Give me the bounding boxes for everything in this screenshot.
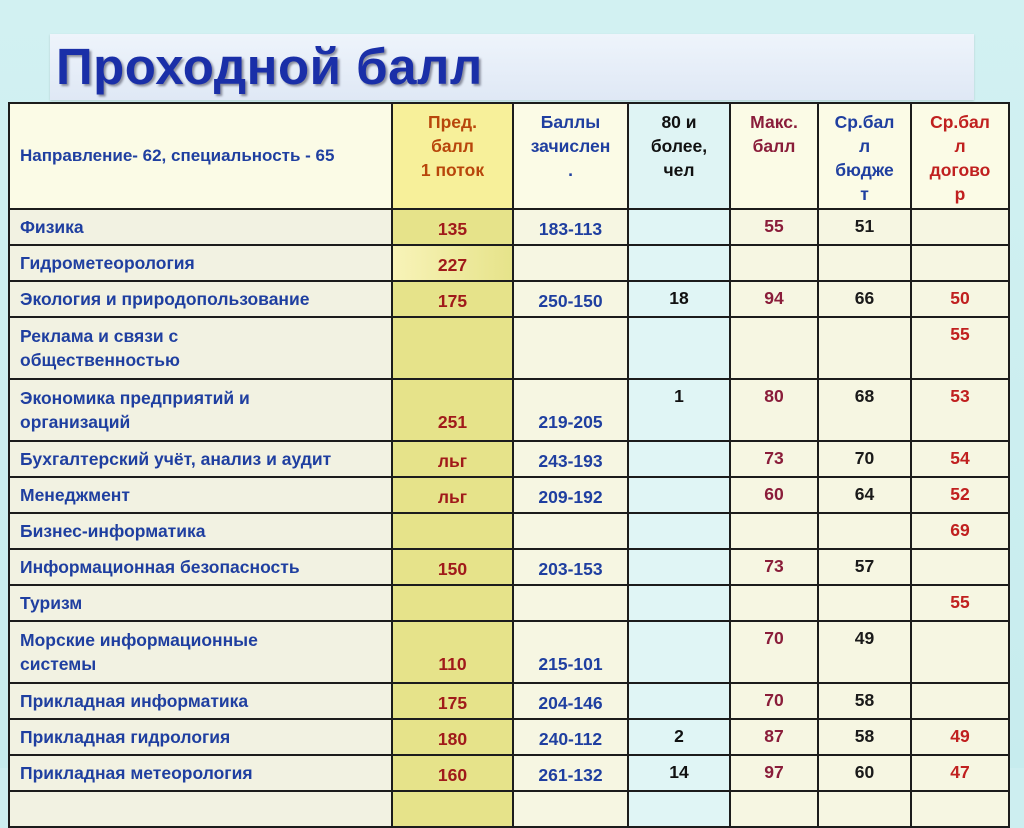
cell-name: Бизнес-информатика (9, 513, 392, 549)
cell-avg: 70 (818, 441, 911, 477)
cell-eighty (628, 683, 730, 719)
cell-pred (392, 317, 513, 379)
cell-name: Менеджмент (9, 477, 392, 513)
cell-max: 73 (730, 441, 818, 477)
table-row (9, 379, 1009, 441)
cell-name: Физика (9, 209, 392, 245)
cell-avg: 68 (818, 379, 911, 441)
cell-contract (911, 209, 1009, 245)
cell-contract (911, 245, 1009, 281)
cell-eighty (628, 441, 730, 477)
cell-name (9, 791, 392, 827)
table-row (9, 317, 1009, 379)
cell-avg (818, 245, 911, 281)
cell-eighty: 14 (628, 755, 730, 791)
table-row (9, 281, 1009, 317)
cell-name: Информационная безопасность (9, 549, 392, 585)
header-avg-line4: т (860, 184, 869, 204)
table-row (9, 621, 1009, 683)
cell-max: 70 (730, 621, 818, 683)
cell-name: Прикладная гидрология (9, 719, 392, 755)
header-eighty-line2: более, (650, 136, 708, 156)
cell-ball: 203-153 (513, 549, 628, 585)
cell-ball (513, 317, 628, 379)
cell-avg: 51 (818, 209, 911, 245)
cell-ball: 219-205 (513, 379, 628, 441)
cell-eighty (628, 317, 730, 379)
cell-pred: 135 (392, 209, 513, 245)
cell-pred: 175 (392, 683, 513, 719)
cell-contract: 69 (911, 513, 1009, 549)
cell-max: 73 (730, 549, 818, 585)
cell-ball: 261-132 (513, 755, 628, 791)
cell-eighty (628, 209, 730, 245)
cell-pred: 227 (392, 245, 513, 281)
cell-name: Туризм (9, 585, 392, 621)
cell-eighty (628, 791, 730, 827)
cell-avg (818, 317, 911, 379)
cell-ball (513, 513, 628, 549)
cell-ball: 250-150 (513, 281, 628, 317)
cell-name: Экология и природопользование (9, 281, 392, 317)
cell-contract: 55 (911, 317, 1009, 379)
table-row (9, 719, 1009, 755)
header-avg-line3: бюдже (835, 160, 894, 180)
cell-max: 70 (730, 683, 818, 719)
cell-name: Бухгалтерский учёт, анализ и аудит (9, 441, 392, 477)
header-direction-text: Направление- 62, специальность - 65 (20, 146, 335, 165)
table-row-partial (9, 791, 1009, 827)
cell-avg: 64 (818, 477, 911, 513)
cell-contract (911, 549, 1009, 585)
header-contract-line1: Ср.бал (930, 112, 990, 132)
cell-name-line2: системы (20, 654, 97, 674)
header-direction (9, 103, 392, 209)
cell-ball (513, 585, 628, 621)
table-row (9, 585, 1009, 621)
cell-avg (818, 513, 911, 549)
cell-avg: 58 (818, 683, 911, 719)
cell-eighty: 18 (628, 281, 730, 317)
header-avg-line1: Ср.бал (834, 112, 895, 132)
cell-name-line2: общественностью (20, 350, 180, 370)
cell-ball: 204-146 (513, 683, 628, 719)
cell-max (730, 585, 818, 621)
cell-eighty (628, 513, 730, 549)
cell-eighty (628, 549, 730, 585)
cell-ball: 209-192 (513, 477, 628, 513)
cell-eighty (628, 621, 730, 683)
cell-name: Прикладная метеорология (9, 755, 392, 791)
header-max-line2: балл (752, 136, 796, 156)
cell-contract: 47 (911, 755, 1009, 791)
header-eighty-line3: чел (663, 160, 695, 180)
table-row (9, 683, 1009, 719)
cell-max (730, 245, 818, 281)
cell-pred: 110 (392, 621, 513, 683)
header-pred-line3: 1 поток (420, 160, 485, 180)
cell-pred (392, 791, 513, 827)
cell-ball (513, 245, 628, 281)
header-contract-line2: л (954, 136, 966, 156)
cell-name-line1: Реклама и связи с (20, 326, 179, 346)
cell-ball: 243-193 (513, 441, 628, 477)
header-eighty (628, 103, 730, 209)
cell-avg: 57 (818, 549, 911, 585)
cell-pred: 160 (392, 755, 513, 791)
cell-avg: 60 (818, 755, 911, 791)
cell-max: 94 (730, 281, 818, 317)
cell-contract: 49 (911, 719, 1009, 755)
header-max (730, 103, 818, 209)
cell-avg (818, 585, 911, 621)
cell-max: 60 (730, 477, 818, 513)
cell-max (730, 791, 818, 827)
cell-ball: 215-101 (513, 621, 628, 683)
header-eighty-line1: 80 и (661, 112, 697, 132)
header-contract-line3: догово (929, 160, 991, 180)
cell-max: 87 (730, 719, 818, 755)
table-row (9, 209, 1009, 245)
header-contract (911, 103, 1009, 209)
header-pred-line2: балл (431, 136, 474, 156)
cell-contract: 54 (911, 441, 1009, 477)
cell-name: Прикладная информатика (9, 683, 392, 719)
cell-name-line2: организаций (20, 412, 131, 432)
cell-ball: 183-113 (513, 209, 628, 245)
header-ball-line2: зачислен (530, 136, 611, 156)
header-contract-line4: р (954, 184, 966, 204)
cell-name: Гидрометеорология (9, 245, 392, 281)
cell-pred: 175 (392, 281, 513, 317)
cell-name (9, 317, 392, 379)
cell-pred: льг (392, 441, 513, 477)
cell-eighty (628, 585, 730, 621)
table-row (9, 441, 1009, 477)
cell-name (9, 379, 392, 441)
cell-contract: 55 (911, 585, 1009, 621)
passing-score-table (8, 102, 1010, 828)
cell-contract (911, 683, 1009, 719)
table-row (9, 755, 1009, 791)
table-row (9, 245, 1009, 281)
cell-eighty (628, 245, 730, 281)
header-row (9, 103, 1009, 209)
cell-name-line1: Экономика предприятий и (20, 388, 250, 408)
cell-avg: 58 (818, 719, 911, 755)
cell-contract: 52 (911, 477, 1009, 513)
cell-contract (911, 791, 1009, 827)
cell-max (730, 317, 818, 379)
cell-max: 55 (730, 209, 818, 245)
header-avg-line2: л (858, 136, 871, 156)
header-avg (818, 103, 911, 209)
table-row (9, 549, 1009, 585)
cell-pred: 180 (392, 719, 513, 755)
page-title: Проходной балл (56, 38, 483, 95)
table-row (9, 513, 1009, 549)
cell-pred (392, 513, 513, 549)
cell-contract (911, 621, 1009, 683)
cell-avg: 49 (818, 621, 911, 683)
header-pred (392, 103, 513, 209)
cell-ball (513, 791, 628, 827)
cell-avg (818, 791, 911, 827)
cell-eighty: 1 (628, 379, 730, 441)
cell-ball: 240-112 (513, 719, 628, 755)
table-row (9, 477, 1009, 513)
header-ball-line3: . (568, 160, 573, 180)
cell-eighty: 2 (628, 719, 730, 755)
cell-avg: 66 (818, 281, 911, 317)
cell-eighty (628, 477, 730, 513)
cell-pred: льг (392, 477, 513, 513)
cell-pred: 150 (392, 549, 513, 585)
cell-name-line1: Морские информационные (20, 630, 258, 650)
cell-max: 80 (730, 379, 818, 441)
cell-max: 97 (730, 755, 818, 791)
header-pred-line1: Пред. (428, 112, 477, 132)
cell-contract: 53 (911, 379, 1009, 441)
cell-pred: 251 (392, 379, 513, 441)
cell-name (9, 621, 392, 683)
header-ball-line1: Баллы (540, 112, 601, 132)
header-ball (513, 103, 628, 209)
cell-max (730, 513, 818, 549)
cell-pred (392, 585, 513, 621)
cell-contract: 50 (911, 281, 1009, 317)
header-max-line1: Макс. (750, 112, 798, 132)
